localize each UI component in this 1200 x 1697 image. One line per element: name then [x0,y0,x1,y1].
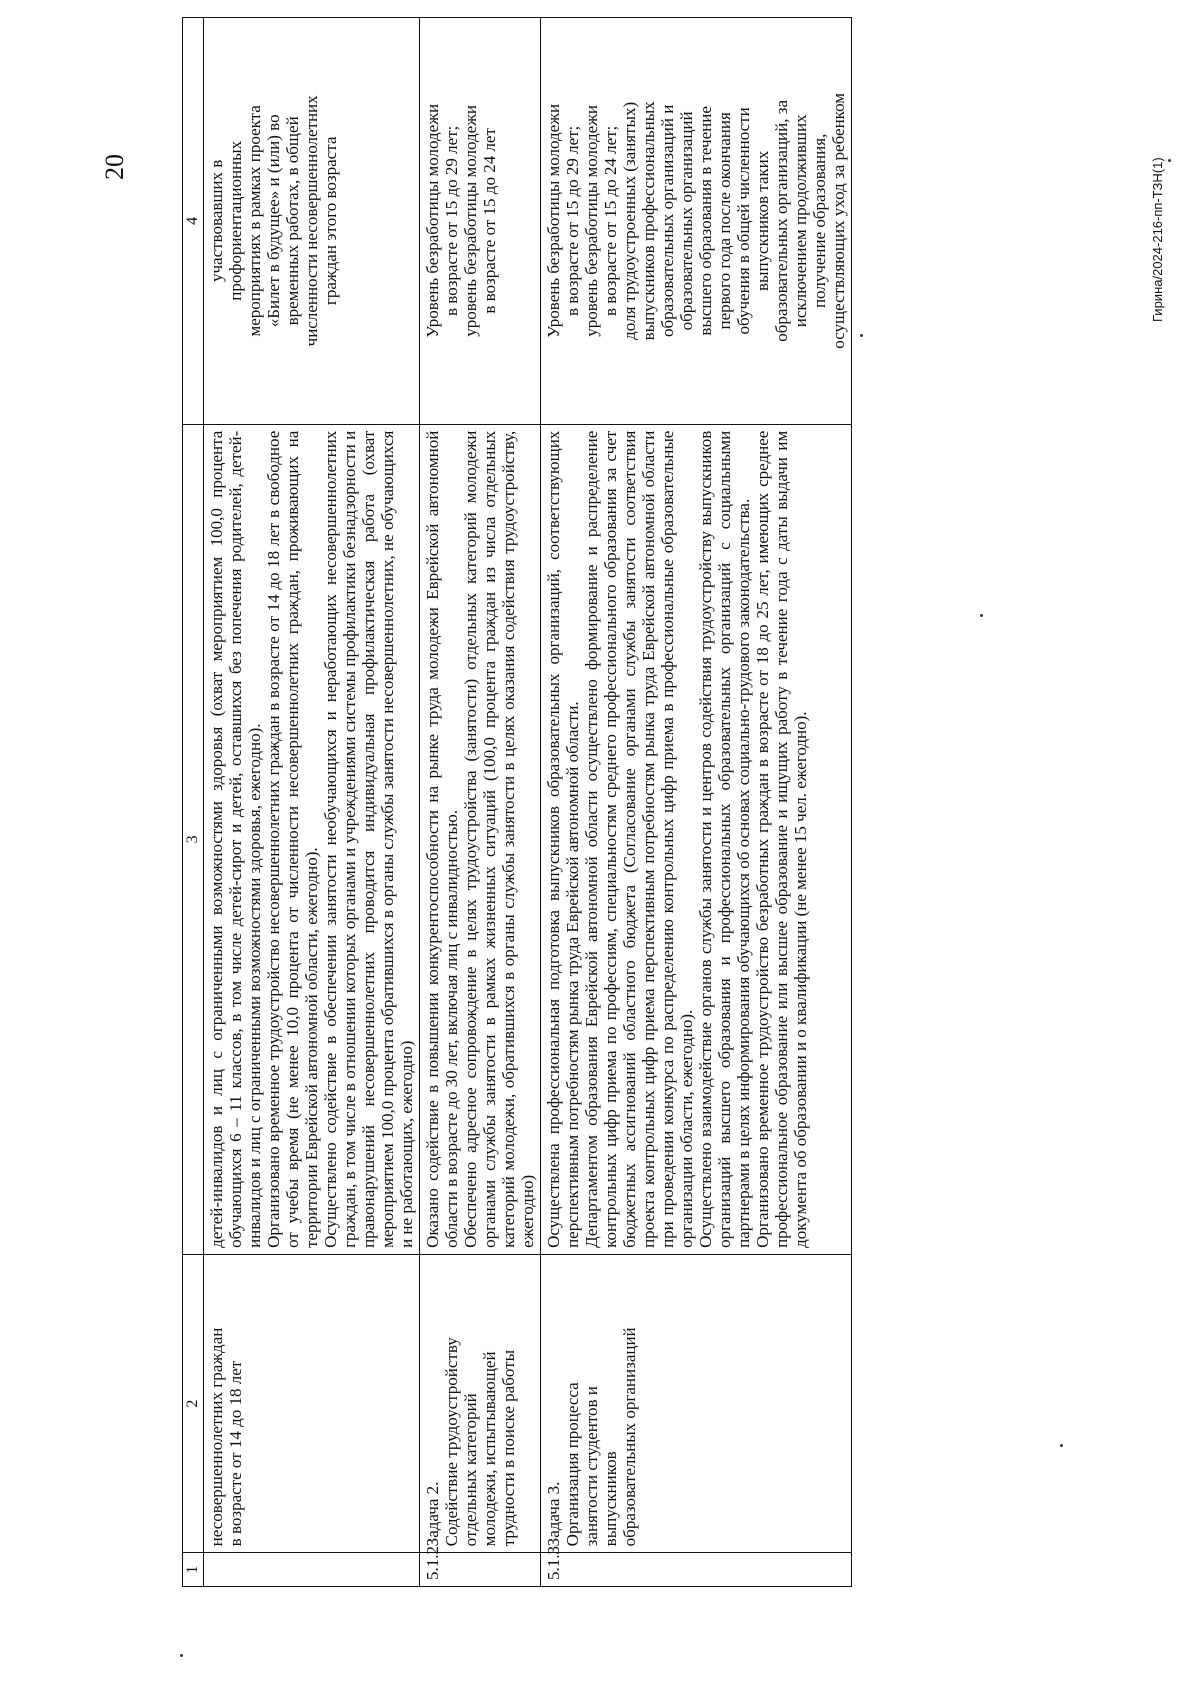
measures-cell [420,424,541,1254]
indicator-line: в возрасте от 15 до 29 лет; [563,125,582,316]
indicator-line: Уровень безработицы молодежи [423,103,442,338]
measure-paragraph: Оказано содействие в повышении конкурентоспособности на рынке труда молодежи Еврейской автономной области в возрасте до 30 лет, включая лиц с инвалидностью. [423,430,461,1248]
task-line: Содействие трудоустройству [442,1337,461,1547]
task-cell [204,1254,420,1552]
indicators-cell [541,18,852,425]
row-number [204,1553,420,1587]
task-cell [420,1254,541,1552]
measures-cell [541,424,852,1254]
indicator-line: «Билет в будущее» и (или) во [264,114,283,328]
indicator-line: первого года после окончания [715,112,734,330]
measure-paragraph: Организовано временное трудоустройство безработных граждан в возрасте от 18 до 25 лет, имеющих среднее профессиональное образование или высшее образование и ищущих работу в течение года с даты выдачи им документа об образовании и о квалификации (не менее 15 чел. ежегодно). [753,430,810,1248]
indicator-line: в возрасте от 15 до 24 лет [480,128,499,314]
measure-paragraph: Осуществлено содействие в обеспечении занятости необучающихся и неработающих несовершеннолетних граждан, в том числе в отношении которых органами и учреждениями системы профилактики безнадзорности и правонарушений несовершеннолетних проводится индивидуальная профилактическая работа (охват мероприятием 100,0 процента обратившихся в органы службы занятости несовершеннолетних, не обучающихся и не работающих, ежегодно) [321,430,416,1248]
indicator-line: образовательных организаций [677,111,696,331]
indicator-line: профориентационных [226,140,245,301]
row-number: 5.1.3 [541,1553,852,1587]
task-line: Задача 2. [423,1481,442,1547]
measure-paragraph: Обеспечено адресное сопровождение в целях трудоустройства (занятости) отдельных категорий молодежи органами службы занятости в рамках жизненных ситуаций (100,0 процента граждан из числа отдельных категорий молодежи, обратившихся в органы службы занятости в целях оказания содействия трудоустройству, ежегодно) [461,430,537,1248]
indicator-line: высшего образования в течение [696,106,715,336]
indicators-cell [420,18,541,425]
task-line: несовершеннолетних граждан [207,1327,226,1547]
scan-speck [180,1654,183,1657]
indicator-line: образовательных организаций, за [772,99,791,342]
task-line: трудности в поиске работы [499,1350,518,1547]
indicator-line: выпускников таких [753,150,772,291]
indicators-cell [204,18,420,425]
table-header-row [183,18,204,1587]
measure-paragraph: Департаментом образования Еврейской автономной области осуществлено формирование и распределение контрольных цифр приема по профессиям, специальностям среднего профессионального образования за счет бюджетных ассигнований областного бюджета (Согласование органами службы занятости соответствия проекта контрольных цифр приема перспективным потребностям рынка труда Еврейской автономной области при проведении конкурса по распределению контрольных цифр приема в профессиональные образовательные организации области, ежегодно). [582,430,696,1248]
indicator-line: граждан этого возраста [321,136,340,306]
indicator-line: участвовавших в [207,159,226,283]
header-col-3: 3 [183,424,204,1254]
document-footer-code: Гирина/2024-216-пп-ТЗН(1) [1150,157,1165,322]
task-line: выпускников [601,1451,620,1547]
scan-speck [1168,159,1171,162]
indicator-line: образовательных организаций и [658,104,677,338]
indicator-line: осуществляющих уход за ребенком [829,92,848,349]
indicator-line: обучения в общей численности [734,107,753,335]
indicator-line: в возрасте от 15 до 29 лет; [442,125,461,316]
task-line: Организация процесса [563,1382,582,1547]
header-col-2: 2 [183,1254,204,1552]
measure-paragraph: Осуществлено взаимодействие органов службы занятости и центров содействия трудоустройству выпускников организаций высшего образования и профессиональных образовательных организаций с социальными партнерами в целях информирования обучающихся об основах социально-трудового законодательства. [696,430,753,1248]
indicator-line: исключением продолживших [791,114,810,328]
scan-speck [980,614,983,617]
indicator-line: временных работах, в общей [283,116,302,326]
indicator-line: численности несовершеннолетних [302,95,321,347]
task-line: занятости студентов и [582,1386,601,1547]
indicator-line: в возрасте от 15 до 24 лет; [601,125,620,316]
indicator-line: Уровень безработицы молодежи [544,103,563,338]
table-row [204,18,420,1587]
measure-paragraph: Осуществлена профессиональная подготовка выпускников образовательных организаций, соответствующих перспективным потребностям рынка труда Еврейской автономной области. [544,430,582,1248]
table-row [541,18,852,1587]
indicator-line: мероприятиях в рамках проекта [245,105,264,337]
task-line: в возрасте от 14 до 18 лет [226,1360,245,1547]
measure-paragraph: детей-инвалидов и лиц с ограниченными возможностями здоровья (охват мероприятием 100,0 процента обучающихся 6 – 11 классов, в том числе детей-сирот и детей, оставшихся без попечения родителей, детей-инвалидов и лиц с ограниченными возможностями здоровья, ежегодно). [207,430,264,1248]
program-table [182,17,852,1587]
indicator-line: выпускников профессиональных [639,101,658,341]
scan-speck [1060,1444,1063,1447]
task-line: отдельных категорий [461,1393,480,1547]
measure-paragraph: Организовано временное трудоустройство несовершеннолетних граждан в возрасте от 14 до 18 лет в свободное от учебы время (не менее 10,0 процента от численности несовершеннолетних граждан, проживающих на территории Еврейской автономной области, ежегодно). [264,430,321,1248]
row-number: 5.1.2 [420,1553,541,1587]
task-line: молодежи, испытывающей [480,1351,499,1547]
task-cell [541,1254,852,1552]
header-col-4: 4 [183,18,204,425]
indicator-line: уровень безработицы молодежи [582,104,601,337]
scan-speck [860,334,863,337]
task-line: образовательных организаций [620,1327,639,1547]
indicator-line: получение образования, [810,133,829,309]
indicator-line: доля трудоустроенных (занятых) [620,101,639,340]
page-number: 20 [100,154,129,180]
indicator-line: уровень безработицы молодежи [461,104,480,337]
task-line: Задача 3. [544,1481,563,1547]
measures-cell [204,424,420,1254]
header-col-1: 1 [183,1553,204,1587]
table-row [420,18,541,1587]
